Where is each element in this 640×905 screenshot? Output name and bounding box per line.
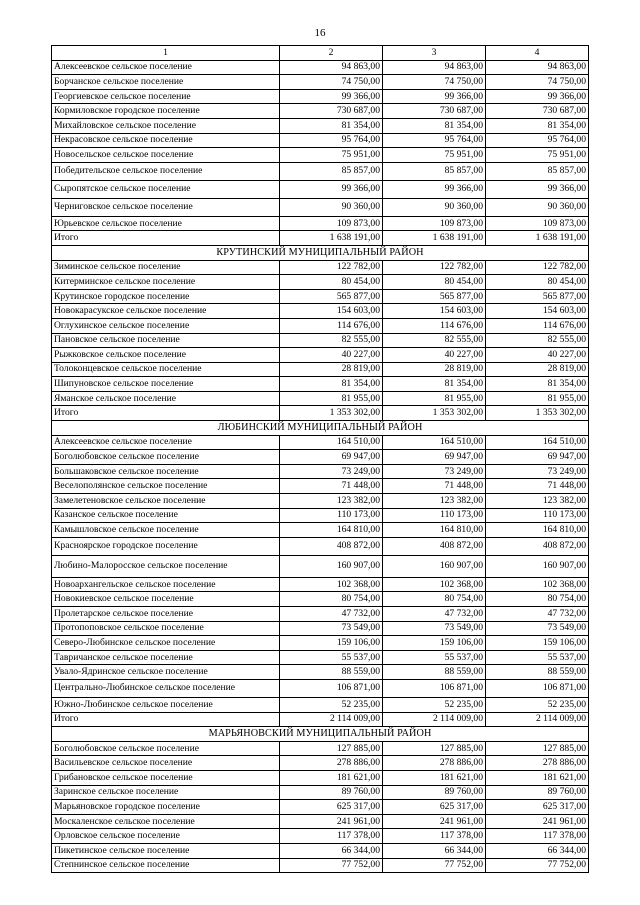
amount-cell-col2: 114 676,00 xyxy=(280,318,383,333)
settlement-name-cell: Новоархангельское сельское поселение xyxy=(52,577,280,592)
amount-cell-col3: 565 877,00 xyxy=(383,289,486,304)
amount-cell-col4: 730 687,00 xyxy=(486,104,589,119)
amount-cell-col2: 95 764,00 xyxy=(280,133,383,148)
amount-cell-col3: 99 366,00 xyxy=(383,89,486,104)
amount-cell-col2: 80 754,00 xyxy=(280,592,383,607)
amount-cell-col3: 117 378,00 xyxy=(383,829,486,844)
table-row xyxy=(52,377,589,392)
amount-cell-col3: 90 360,00 xyxy=(383,198,486,216)
amount-cell-col3: 73 249,00 xyxy=(383,464,486,479)
amount-cell-col4: 1 638 191,00 xyxy=(486,231,589,246)
table-row xyxy=(52,555,589,577)
amount-cell-col2: 625 317,00 xyxy=(280,800,383,815)
amount-cell-col4: 160 907,00 xyxy=(486,555,589,577)
amount-cell-col3: 80 454,00 xyxy=(383,275,486,290)
amount-cell-col3: 99 366,00 xyxy=(383,180,486,198)
amount-cell-col3: 109 873,00 xyxy=(383,216,486,231)
settlement-name-cell: Новокиевское сельское поселение xyxy=(52,592,280,607)
amount-cell-col3: 127 885,00 xyxy=(383,741,486,756)
amount-cell-col4: 117 378,00 xyxy=(486,829,589,844)
settlement-name-cell: Москаленское сельское поселение xyxy=(52,814,280,829)
amount-cell-col2: 159 106,00 xyxy=(280,636,383,651)
amount-cell-col4: 241 961,00 xyxy=(486,814,589,829)
amount-cell-col4: 75 951,00 xyxy=(486,148,589,163)
amount-cell-col2: 89 760,00 xyxy=(280,785,383,800)
amount-cell-col3: 241 961,00 xyxy=(383,814,486,829)
table-row xyxy=(52,304,589,319)
settlement-name-cell: Васильевское сельское поселение xyxy=(52,756,280,771)
settlement-name-cell: Грибановское сельское поселение xyxy=(52,770,280,785)
amount-cell-col4: 123 382,00 xyxy=(486,494,589,509)
table-row xyxy=(52,148,589,163)
table-row xyxy=(52,479,589,494)
amount-cell-col4: 71 448,00 xyxy=(486,479,589,494)
table-row xyxy=(52,133,589,148)
settlement-name-cell: Пролетарское сельское поселение xyxy=(52,607,280,622)
table-row xyxy=(52,60,589,75)
table-row xyxy=(52,592,589,607)
table-row xyxy=(52,494,589,509)
amount-cell-col2: 160 907,00 xyxy=(280,555,383,577)
amount-cell-col4: 122 782,00 xyxy=(486,260,589,275)
amount-cell-col3: 1 638 191,00 xyxy=(383,231,486,246)
table-row xyxy=(52,697,589,712)
settlement-name-cell: Зиминское сельское поселение xyxy=(52,260,280,275)
settlement-name-cell: Марьяновское городское поселение xyxy=(52,800,280,815)
total-row xyxy=(52,406,589,421)
amount-cell-col3: 114 676,00 xyxy=(383,318,486,333)
amount-cell-col4: 109 873,00 xyxy=(486,216,589,231)
amount-cell-col2: 122 782,00 xyxy=(280,260,383,275)
table-row xyxy=(52,450,589,465)
settlement-name-cell: Степнинское сельское поселение xyxy=(52,858,280,873)
settlement-name-cell: Оглухинское сельское поселение xyxy=(52,318,280,333)
table-row xyxy=(52,785,589,800)
amount-cell-col3: 164 510,00 xyxy=(383,435,486,450)
amount-cell-col4: 1 353 302,00 xyxy=(486,406,589,421)
settlement-name-cell: Веселополянское сельское поселение xyxy=(52,479,280,494)
amount-cell-col2: 94 863,00 xyxy=(280,60,383,75)
settlement-name-cell: Юрьевское сельское поселение xyxy=(52,216,280,231)
column-header-row xyxy=(52,46,589,61)
amount-cell-col2: 164 810,00 xyxy=(280,523,383,538)
amount-cell-col3: 94 863,00 xyxy=(383,60,486,75)
table-row xyxy=(52,275,589,290)
amount-cell-col4: 73 249,00 xyxy=(486,464,589,479)
amount-cell-col3: 160 907,00 xyxy=(383,555,486,577)
amount-cell-col4: 77 752,00 xyxy=(486,858,589,873)
amount-cell-col4: 81 354,00 xyxy=(486,377,589,392)
amount-cell-col4: 80 454,00 xyxy=(486,275,589,290)
amount-cell-col2: 47 732,00 xyxy=(280,607,383,622)
amount-cell-col4: 85 857,00 xyxy=(486,162,589,180)
amount-cell-col2: 55 537,00 xyxy=(280,650,383,665)
table-row xyxy=(52,348,589,363)
amount-cell-col2: 88 559,00 xyxy=(280,665,383,680)
amount-cell-col2: 52 235,00 xyxy=(280,697,383,712)
amount-cell-col2: 71 448,00 xyxy=(280,479,383,494)
settlement-name-cell: Пановское сельское поселение xyxy=(52,333,280,348)
settlement-name-cell: Крутинское городское поселение xyxy=(52,289,280,304)
amount-cell-col2: 99 366,00 xyxy=(280,180,383,198)
amount-cell-col2: 154 603,00 xyxy=(280,304,383,319)
settlement-name-cell: Борчанское сельское поселение xyxy=(52,75,280,90)
amount-cell-col2: 77 752,00 xyxy=(280,858,383,873)
table-row xyxy=(52,621,589,636)
amount-cell-col4: 74 750,00 xyxy=(486,75,589,90)
amount-cell-col3: 110 173,00 xyxy=(383,508,486,523)
settlement-name-cell: Итого xyxy=(52,231,280,246)
amount-cell-col3: 408 872,00 xyxy=(383,537,486,555)
amount-cell-col2: 66 344,00 xyxy=(280,843,383,858)
table-row xyxy=(52,607,589,622)
settlement-name-cell: Красноярское городское поселение xyxy=(52,537,280,555)
amount-cell-col3: 89 760,00 xyxy=(383,785,486,800)
settlement-name-cell: Шипуновское сельское поселение xyxy=(52,377,280,392)
table-row xyxy=(52,118,589,133)
settlement-name-cell: Заринское сельское поселение xyxy=(52,785,280,800)
district-heading: МАРЬЯНОВСКИЙ МУНИЦИПАЛЬНЫЙ РАЙОН xyxy=(52,727,589,742)
amount-cell-col4: 278 886,00 xyxy=(486,756,589,771)
table-row xyxy=(52,800,589,815)
amount-cell-col2: 117 378,00 xyxy=(280,829,383,844)
settlement-name-cell: Победительское сельское поселение xyxy=(52,162,280,180)
amount-cell-col4: 52 235,00 xyxy=(486,697,589,712)
table-body xyxy=(52,46,589,873)
amount-cell-col3: 75 951,00 xyxy=(383,148,486,163)
district-heading: ЛЮБИНСКИЙ МУНИЦИПАЛЬНЫЙ РАЙОН xyxy=(52,421,589,436)
settlement-name-cell: Итого xyxy=(52,406,280,421)
amount-cell-col4: 159 106,00 xyxy=(486,636,589,651)
amount-cell-col4: 99 366,00 xyxy=(486,180,589,198)
settlement-name-cell: Алексеевское сельское поселение xyxy=(52,60,280,75)
amount-cell-col3: 77 752,00 xyxy=(383,858,486,873)
column-header-4: 4 xyxy=(486,46,589,61)
amount-cell-col3: 47 732,00 xyxy=(383,607,486,622)
table-row xyxy=(52,679,589,697)
amount-cell-col2: 69 947,00 xyxy=(280,450,383,465)
table-row xyxy=(52,435,589,450)
amount-cell-col3: 71 448,00 xyxy=(383,479,486,494)
table-row xyxy=(52,162,589,180)
amount-cell-col4: 81 354,00 xyxy=(486,118,589,133)
amount-cell-col4: 89 760,00 xyxy=(486,785,589,800)
allocation-table xyxy=(51,45,589,873)
amount-cell-col2: 85 857,00 xyxy=(280,162,383,180)
amount-cell-col3: 82 555,00 xyxy=(383,333,486,348)
amount-cell-col3: 278 886,00 xyxy=(383,756,486,771)
amount-cell-col4: 110 173,00 xyxy=(486,508,589,523)
table-row xyxy=(52,198,589,216)
amount-cell-col2: 278 886,00 xyxy=(280,756,383,771)
table-row xyxy=(52,636,589,651)
table-row xyxy=(52,523,589,538)
settlement-name-cell: Боголюбовское сельское поселение xyxy=(52,450,280,465)
settlement-name-cell: Протопоповское сельское поселение xyxy=(52,621,280,636)
table-row xyxy=(52,333,589,348)
amount-cell-col2: 90 360,00 xyxy=(280,198,383,216)
settlement-name-cell: Любино-Малоросское сельское поселение xyxy=(52,555,280,577)
amount-cell-col2: 28 819,00 xyxy=(280,362,383,377)
table-row xyxy=(52,741,589,756)
amount-cell-col3: 80 754,00 xyxy=(383,592,486,607)
amount-cell-col3: 81 354,00 xyxy=(383,118,486,133)
table-row xyxy=(52,180,589,198)
table-row xyxy=(52,89,589,104)
page-number: 16 xyxy=(314,27,326,39)
amount-cell-col2: 80 454,00 xyxy=(280,275,383,290)
amount-cell-col2: 73 249,00 xyxy=(280,464,383,479)
table-row xyxy=(52,260,589,275)
settlement-name-cell: Алексеевское сельское поселение xyxy=(52,435,280,450)
amount-cell-col4: 55 537,00 xyxy=(486,650,589,665)
settlement-name-cell: Тавричанское сельское поселение xyxy=(52,650,280,665)
amount-cell-col4: 90 360,00 xyxy=(486,198,589,216)
settlement-name-cell: Толоконцевское сельское поселение xyxy=(52,362,280,377)
amount-cell-col3: 81 955,00 xyxy=(383,391,486,406)
amount-cell-col4: 181 621,00 xyxy=(486,770,589,785)
district-heading-row xyxy=(52,245,589,260)
amount-cell-col2: 81 354,00 xyxy=(280,377,383,392)
amount-cell-col2: 74 750,00 xyxy=(280,75,383,90)
column-header-1: 1 xyxy=(52,46,280,61)
settlement-name-cell: Пикетинское сельское поселение xyxy=(52,843,280,858)
amount-cell-col3: 81 354,00 xyxy=(383,377,486,392)
settlement-name-cell: Итого xyxy=(52,712,280,727)
amount-cell-col3: 52 235,00 xyxy=(383,697,486,712)
settlement-name-cell: Казанское сельское поселение xyxy=(52,508,280,523)
amount-cell-col3: 85 857,00 xyxy=(383,162,486,180)
amount-cell-col2: 1 638 191,00 xyxy=(280,231,383,246)
amount-cell-col3: 66 344,00 xyxy=(383,843,486,858)
amount-cell-col3: 74 750,00 xyxy=(383,75,486,90)
amount-cell-col3: 625 317,00 xyxy=(383,800,486,815)
amount-cell-col3: 102 368,00 xyxy=(383,577,486,592)
settlement-name-cell: Замелетеновское сельское поселение xyxy=(52,494,280,509)
settlement-name-cell: Северо-Любинское сельское поселение xyxy=(52,636,280,651)
table-row xyxy=(52,289,589,304)
settlement-name-cell: Сыропятское сельское поселение xyxy=(52,180,280,198)
total-row xyxy=(52,231,589,246)
amount-cell-col2: 99 366,00 xyxy=(280,89,383,104)
amount-cell-col3: 154 603,00 xyxy=(383,304,486,319)
settlement-name-cell: Южно-Любинское сельское поселение xyxy=(52,697,280,712)
amount-cell-col4: 408 872,00 xyxy=(486,537,589,555)
amount-cell-col2: 81 955,00 xyxy=(280,391,383,406)
amount-cell-col2: 102 368,00 xyxy=(280,577,383,592)
amount-cell-col2: 40 227,00 xyxy=(280,348,383,363)
district-heading-row xyxy=(52,421,589,436)
settlement-name-cell: Центрально-Любинское сельское поселение xyxy=(52,679,280,697)
amount-cell-col4: 28 819,00 xyxy=(486,362,589,377)
amount-cell-col3: 181 621,00 xyxy=(383,770,486,785)
amount-cell-col3: 55 537,00 xyxy=(383,650,486,665)
settlement-name-cell: Большаковское сельское поселение xyxy=(52,464,280,479)
amount-cell-col3: 1 353 302,00 xyxy=(383,406,486,421)
amount-cell-col2: 181 621,00 xyxy=(280,770,383,785)
amount-cell-col2: 241 961,00 xyxy=(280,814,383,829)
table-row xyxy=(52,318,589,333)
table-row xyxy=(52,858,589,873)
amount-cell-col4: 82 555,00 xyxy=(486,333,589,348)
amount-cell-col2: 565 877,00 xyxy=(280,289,383,304)
amount-cell-col4: 106 871,00 xyxy=(486,679,589,697)
table-row xyxy=(52,756,589,771)
table-row xyxy=(52,829,589,844)
column-header-2: 2 xyxy=(280,46,383,61)
amount-cell-col4: 164 510,00 xyxy=(486,435,589,450)
table-row xyxy=(52,814,589,829)
amount-cell-col3: 28 819,00 xyxy=(383,362,486,377)
column-header-3: 3 xyxy=(383,46,486,61)
total-row xyxy=(52,712,589,727)
table-row xyxy=(52,577,589,592)
amount-cell-col3: 88 559,00 xyxy=(383,665,486,680)
amount-cell-col4: 47 732,00 xyxy=(486,607,589,622)
amount-cell-col2: 109 873,00 xyxy=(280,216,383,231)
amount-cell-col4: 95 764,00 xyxy=(486,133,589,148)
amount-cell-col3: 69 947,00 xyxy=(383,450,486,465)
amount-cell-col2: 106 871,00 xyxy=(280,679,383,697)
amount-cell-col2: 2 114 009,00 xyxy=(280,712,383,727)
table-row xyxy=(52,508,589,523)
amount-cell-col2: 75 951,00 xyxy=(280,148,383,163)
settlement-name-cell: Кормиловское городское поселение xyxy=(52,104,280,119)
amount-cell-col4: 99 366,00 xyxy=(486,89,589,104)
amount-cell-col4: 2 114 009,00 xyxy=(486,712,589,727)
table-row xyxy=(52,216,589,231)
amount-cell-col4: 88 559,00 xyxy=(486,665,589,680)
settlement-name-cell: Георгиевское сельское поселение xyxy=(52,89,280,104)
table-row xyxy=(52,464,589,479)
amount-cell-col3: 40 227,00 xyxy=(383,348,486,363)
district-heading-row xyxy=(52,727,589,742)
settlement-name-cell: Яманское сельское поселение xyxy=(52,391,280,406)
settlement-name-cell: Увало-Ядринское сельское поселение xyxy=(52,665,280,680)
amount-cell-col3: 730 687,00 xyxy=(383,104,486,119)
amount-cell-col4: 73 549,00 xyxy=(486,621,589,636)
amount-cell-col2: 164 510,00 xyxy=(280,435,383,450)
table-row xyxy=(52,843,589,858)
amount-cell-col3: 159 106,00 xyxy=(383,636,486,651)
table-row xyxy=(52,665,589,680)
table-row xyxy=(52,391,589,406)
table-row xyxy=(52,362,589,377)
settlement-name-cell: Новокарасукское сельское поселение xyxy=(52,304,280,319)
settlement-name-cell: Михайловское сельское поселение xyxy=(52,118,280,133)
amount-cell-col3: 123 382,00 xyxy=(383,494,486,509)
amount-cell-col3: 73 549,00 xyxy=(383,621,486,636)
settlement-name-cell: Орловское сельское поселение xyxy=(52,829,280,844)
amount-cell-col2: 73 549,00 xyxy=(280,621,383,636)
district-heading: КРУТИНСКИЙ МУНИЦИПАЛЬНЫЙ РАЙОН xyxy=(52,245,589,260)
amount-cell-col2: 127 885,00 xyxy=(280,741,383,756)
amount-cell-col2: 408 872,00 xyxy=(280,537,383,555)
amount-cell-col2: 1 353 302,00 xyxy=(280,406,383,421)
amount-cell-col4: 127 885,00 xyxy=(486,741,589,756)
amount-cell-col2: 82 555,00 xyxy=(280,333,383,348)
settlement-name-cell: Новосельское сельское поселение xyxy=(52,148,280,163)
amount-cell-col4: 565 877,00 xyxy=(486,289,589,304)
settlement-name-cell: Китерминское сельское поселение xyxy=(52,275,280,290)
amount-cell-col2: 81 354,00 xyxy=(280,118,383,133)
amount-cell-col4: 81 955,00 xyxy=(486,391,589,406)
amount-cell-col3: 95 764,00 xyxy=(383,133,486,148)
table-row xyxy=(52,770,589,785)
amount-cell-col4: 154 603,00 xyxy=(486,304,589,319)
amount-cell-col3: 106 871,00 xyxy=(383,679,486,697)
amount-cell-col3: 164 810,00 xyxy=(383,523,486,538)
table-row xyxy=(52,75,589,90)
table-row xyxy=(52,104,589,119)
settlement-name-cell: Камышловское сельское поселение xyxy=(52,523,280,538)
amount-cell-col4: 40 227,00 xyxy=(486,348,589,363)
settlement-name-cell: Боголюбовское сельское поселение xyxy=(52,741,280,756)
amount-cell-col4: 69 947,00 xyxy=(486,450,589,465)
settlement-name-cell: Некрасовское сельское поселение xyxy=(52,133,280,148)
table-row xyxy=(52,537,589,555)
amount-cell-col3: 122 782,00 xyxy=(383,260,486,275)
amount-cell-col4: 80 754,00 xyxy=(486,592,589,607)
amount-cell-col4: 94 863,00 xyxy=(486,60,589,75)
amount-cell-col3: 2 114 009,00 xyxy=(383,712,486,727)
amount-cell-col4: 114 676,00 xyxy=(486,318,589,333)
amount-cell-col2: 110 173,00 xyxy=(280,508,383,523)
amount-cell-col2: 123 382,00 xyxy=(280,494,383,509)
settlement-name-cell: Черниговское сельское поселение xyxy=(52,198,280,216)
settlement-name-cell: Рыжковское сельское поселение xyxy=(52,348,280,363)
amount-cell-col4: 102 368,00 xyxy=(486,577,589,592)
amount-cell-col4: 66 344,00 xyxy=(486,843,589,858)
amount-cell-col4: 625 317,00 xyxy=(486,800,589,815)
amount-cell-col2: 730 687,00 xyxy=(280,104,383,119)
amount-cell-col4: 164 810,00 xyxy=(486,523,589,538)
table-row xyxy=(52,650,589,665)
